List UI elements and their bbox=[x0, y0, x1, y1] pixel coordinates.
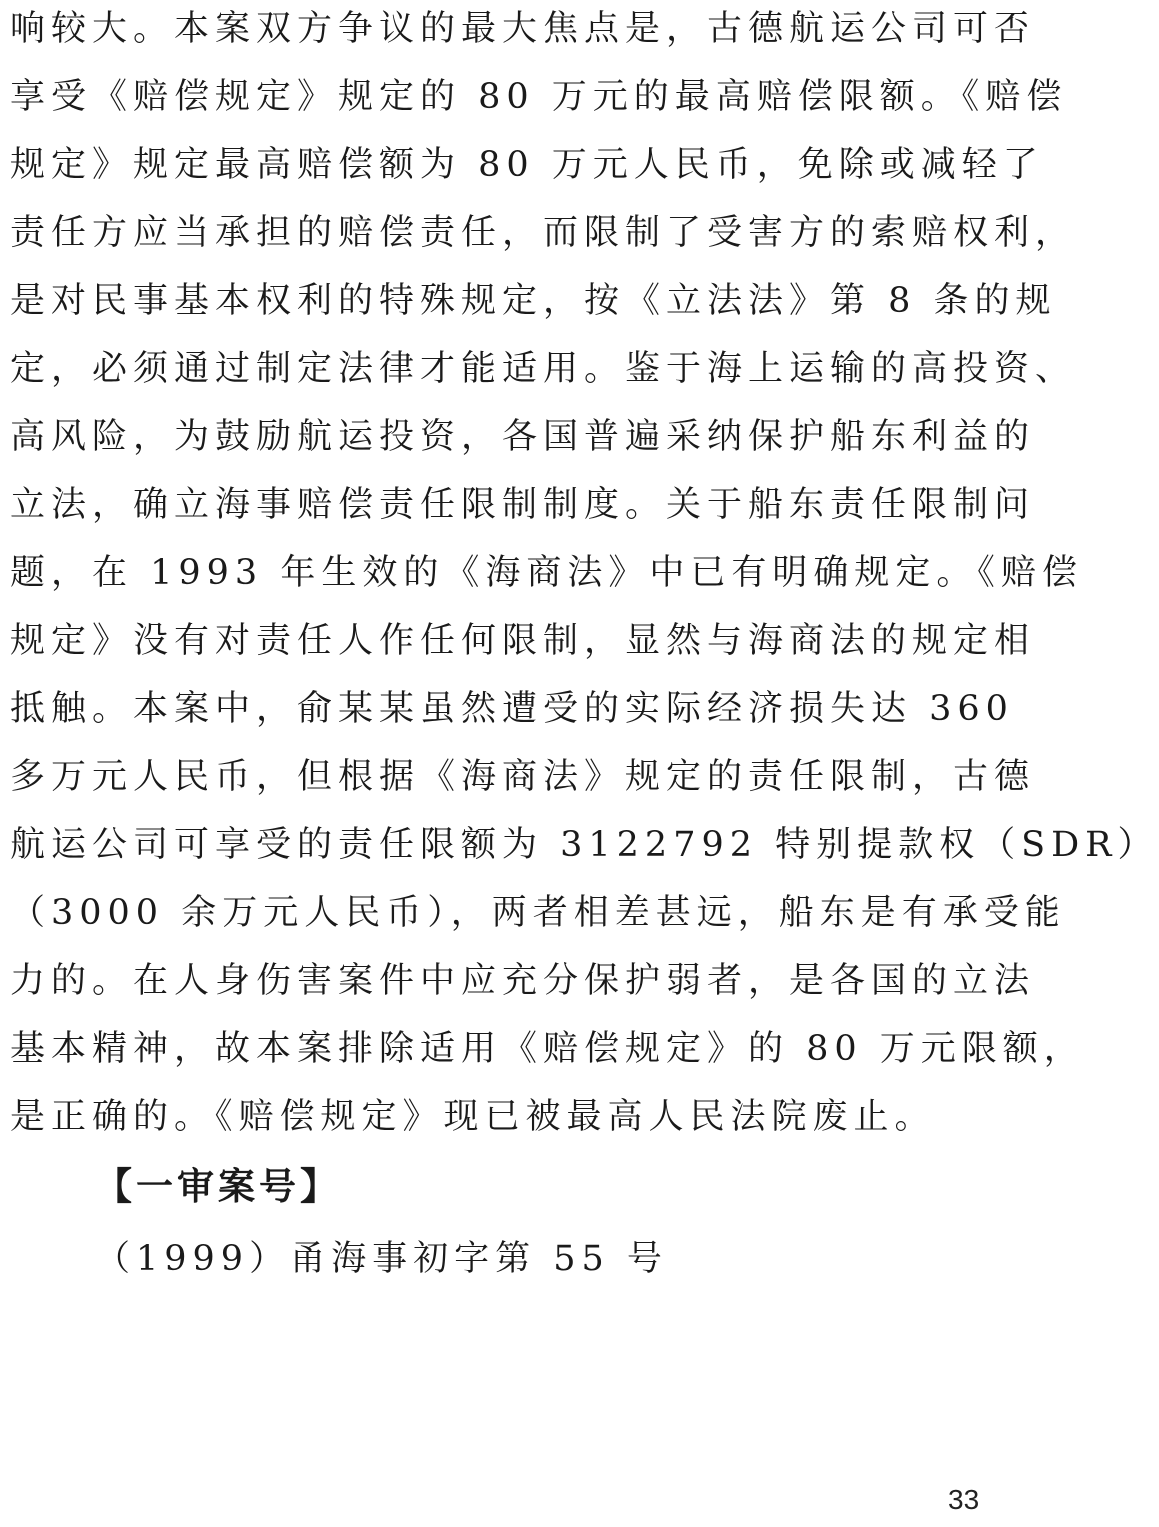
page-number: 33 bbox=[948, 1484, 980, 1515]
text-line-16: 基本精神，故本案排除适用《赔偿规定》的 80 万元限额， bbox=[10, 1029, 1085, 1069]
text-line-10: 规定》没有对责任人作任何限制，显然与海商法的规定相 bbox=[10, 621, 1036, 661]
text-line-2: 享受《赔偿规定》规定的 80 万元的最高赔偿限额。《赔偿 bbox=[10, 77, 1068, 117]
text-line-5: 是对民事基本权利的特殊规定，按《立法法》第 8 条的规 bbox=[10, 281, 1057, 321]
text-line-13: 航运公司可享受的责任限额为 3122792 特别提款权（SDR） bbox=[10, 825, 1159, 865]
text-line-3: 规定》规定最高赔偿额为 80 万元人民币，免除或减轻了 bbox=[10, 145, 1044, 185]
text-line-1: 响较大。本案双方争议的最大焦点是，古德航运公司可否 bbox=[10, 9, 1036, 49]
body-paragraph bbox=[10, 0, 1159, 1156]
section-heading: 【一审案号】 bbox=[95, 1165, 341, 1208]
text-line-15: 力的。在人身伤害案件中应充分保护弱者，是各国的立法 bbox=[10, 961, 1036, 1001]
text-line-17: 是正确的。《赔偿规定》现已被最高人民法院废止。 bbox=[10, 1097, 936, 1137]
text-line-9: 题，在 1993 年生效的《海商法》中已有明确规定。《赔偿 bbox=[10, 553, 1083, 593]
case-number: （1999）甬海事初字第 55 号 bbox=[95, 1239, 668, 1279]
text-line-8: 立法，确立海事赔偿责任限制制度。关于船东责任限制问 bbox=[10, 485, 1036, 525]
text-line-12: 多万元人民币，但根据《海商法》规定的责任限制，古德 bbox=[10, 757, 1036, 797]
text-line-14: （3000 余万元人民币），两者相差甚远，船东是有承受能 bbox=[10, 893, 1066, 933]
text-line-7: 高风险，为鼓励航运投资，各国普遍采纳保护船东利益的 bbox=[10, 417, 1036, 457]
text-line-6: 定，必须通过制定法律才能适用。鉴于海上运输的高投资、 bbox=[10, 349, 1077, 389]
text-line-11: 抵触。本案中，俞某某虽然遭受的实际经济损失达 360 bbox=[10, 689, 1014, 729]
text-line-4: 责任方应当承担的赔偿责任，而限制了受害方的索赔权利， bbox=[10, 213, 1077, 253]
